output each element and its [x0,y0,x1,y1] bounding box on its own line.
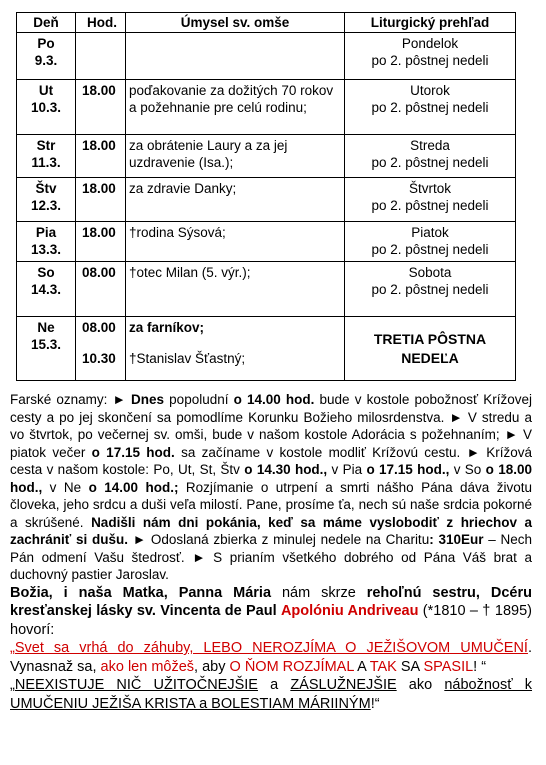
announcements-paragraph: Farské oznamy: ► Dnes popoludní o 14.00 hod. bude v kostole pobožnosť Krížovej cesty a po jej skončení sa pomodlíme Korunku Božieho milosrdenstva. ► V stredu a vo štvrtok, po večernej sv. omši, bude v našom kostole Adorácia s požehnaním; ► V piatok večer o 17.15 hod. sa začíname v kostole modliť Krížovú cestu. ► Krížová cesta v našom kostole: Po, Ut, St, Štv o 14.30 hod., v Pia o 17.15 hod., v So o 18.00 hod., v Ne o 14.00 hod.; Rozjímanie o utrpení a smrti nášho Pána dáva životu človeka, jeho srdcu a duši veľa milostí. Pane, prosíme ťa, nech sú naše srdcia pokorné a skrúšené. Nadišli nám dni pokánia, keď sa máme vyslobodiť z hriechov a zachrániť si dušu. ► Odoslaná zbierka z minulej nedele na Charitu: 310Eur – Nech Pán odmení Vašu štedrosť. ► S prianím všetkého dobrého od Pána Váš brat a duchovný pastier Jaroslav. [10,392,533,582]
liturgical-cell: Utorok po 2. pôstnej nedeli [345,80,516,135]
table-row [17,178,516,222]
intention-cell: za obrátenie Laury a za jej uzdravenie (Isa.); [126,135,345,178]
apparition-intro: Božia, i naša Matka, Panna Mária nám skrze rehoľnú sestru, Dcéru kresťanskej lásky sv. Vincenta de Paul Apolóniu Andriveau (*1810 – † 1895) hovorí: [10,584,532,638]
time-cell: 08.00 [76,262,126,317]
quote-one: „Svet sa vrhá do záhuby, LEBO NEROZJÍMA O JEŽIŠOVOM UMUČENÍ. Vynasnaž sa, ako len môžeš, aby O ŇOM ROZJÍMAL A TAK SA SPASIL! “ [10,640,532,675]
day-cell: Ut 10.3. [17,80,76,135]
day-cell: Štv 12.3. [17,178,76,222]
liturgical-cell: TRETIA PÔSTNA NEDEĽA [345,317,516,381]
mass-schedule-table [16,12,516,381]
table-row [17,262,516,317]
time-cell: 18.00 [76,178,126,222]
day-cell: Ne 15.3. [17,317,76,381]
intention-cell: †otec Milan (5. výr.); [126,262,345,317]
table-row [17,222,516,262]
day-cell: So 14.3. [17,262,76,317]
header-day: Deň [17,13,76,33]
intention-cell [126,33,345,80]
table-row [17,80,516,135]
liturgical-cell: Štvrtok po 2. pôstnej nedeli [345,178,516,222]
intention-cell: poďakovanie za dožitých 70 rokov a požehnanie pre celú rodinu; [126,80,345,135]
day-cell: Str 11.3. [17,135,76,178]
parish-notes [10,391,532,713]
table-row [17,135,516,178]
header-intention: Úmysel sv. omše [126,13,345,33]
liturgical-cell: Sobota po 2. pôstnej nedeli [345,262,516,317]
day-cell: Po 9.3. [17,33,76,80]
header-liturgical: Liturgický prehľad [345,13,516,33]
time-cell [76,33,126,80]
day-cell: Pia 13.3. [17,222,76,262]
intention-cell: †rodina Sýsová; [126,222,345,262]
table-row [17,33,516,80]
quote-two: „NEEXISTUJE NIČ UŽITOČNEJŠIE a ZÁSLUŽNEJŠIE ako nábožnosť k UMUČENIU JEŽIŠA KRISTA a BOLESTIAM MÁRIINÝM!“ [10,677,533,712]
header-time: Hod. [76,13,126,33]
time-cell: 08.00 10.30 [76,317,126,381]
intention-cell: za farníkov; †Stanislav Šťastný; [126,317,345,381]
time-cell: 18.00 [76,80,126,135]
table-row [17,317,516,381]
intention-cell: za zdravie Danky; [126,178,345,222]
liturgical-cell: Piatok po 2. pôstnej nedeli [345,222,516,262]
liturgical-cell: Pondelok po 2. pôstnej nedeli [345,33,516,80]
time-cell: 18.00 [76,222,126,262]
time-cell: 18.00 [76,135,126,178]
table-header-row [17,13,516,33]
liturgical-cell: Streda po 2. pôstnej nedeli [345,135,516,178]
